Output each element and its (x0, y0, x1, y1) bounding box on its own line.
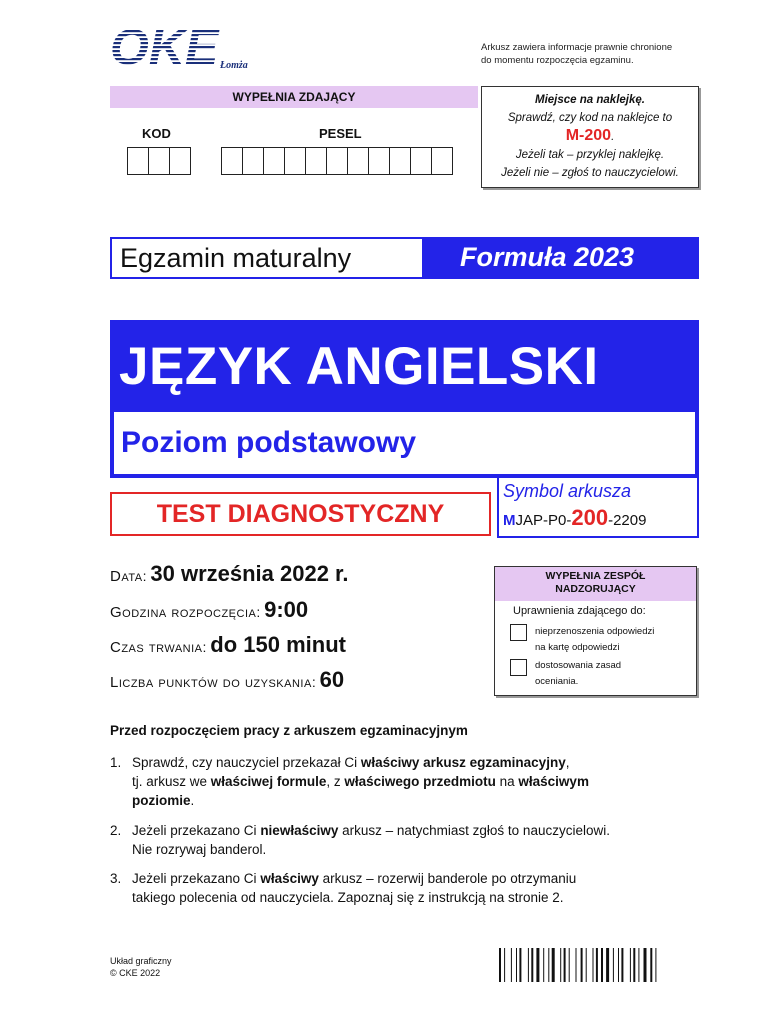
test-diagnostic-label: TEST DIAGNOSTYCZNY (110, 492, 491, 536)
exam-formula: Formuła 2023 (422, 237, 699, 279)
instructions-heading: Przed rozpoczęciem pracy z arkuszem egzaminacyjnym (110, 723, 468, 738)
supervisor-permissions-label: Uprawnienia zdającego do: (513, 605, 646, 617)
checkbox-no-transfer-label: nieprzenoszenia odpowiedzi na kartę odpowiedzi (535, 626, 655, 653)
checkbox-no-transfer[interactable] (510, 624, 527, 641)
sticker-area: Miejsce na naklejkę. Sprawdź, czy kod na naklejce to M-200. Jeżeli tak – przyklej naklejkę. Jeżeli nie – zgłoś to nauczycielowi. (481, 86, 699, 188)
supervisor-header: WYPEŁNIA ZESPÓŁ NADZORUJĄCY (495, 567, 696, 601)
exam-name: Egzamin maturalny (110, 237, 422, 279)
kod-label: KOD (142, 126, 171, 141)
detail-start-time: Godzina rozpoczęcia: 9:00 (110, 597, 309, 622)
subject-title: JĘZYK ANGIELSKI (119, 337, 599, 396)
footer-credits: Układ graficzny © CKE 2022 (110, 956, 172, 978)
checkbox-adjusted-grading-label: dostosowania zasad oceniania. (535, 660, 622, 687)
detail-points: Liczba punktów do uzyskania: 60 (110, 667, 345, 692)
symbol-label: Symbol arkusza (503, 481, 632, 501)
instruction-item-1: 1. Sprawdź, czy nauczyciel przekazał Ci właściwy arkusz egzaminacyjny, tj. arkusz we właściwej formule, z właściwego przedmiotu na właściwym poziomie. (110, 755, 589, 808)
symbol-code: MJAP-P0-200-2209 (503, 505, 647, 530)
kod-input-boxes[interactable] (127, 147, 190, 175)
detail-date: Data: 30 września 2022 r. (110, 561, 349, 586)
instruction-item-2: 2. Jeżeli przekazano Ci niewłaściwy arkusz – natychmiast zgłoś to nauczycielowi. Nie rozrywaj banderol. (110, 823, 610, 857)
svg-text:OKE: OKE (110, 22, 219, 74)
candidate-section-header: WYPEŁNIA ZDAJĄCY (110, 86, 478, 108)
instruction-item-3: 3. Jeżeli przekazano Ci właściwy arkusz – rozerwij banderole po otrzymaniu takiego polecenia od nauczyciela. Zapoznaj się z instrukcją na stronie 2. (110, 871, 577, 905)
confidentiality-notice: Arkusz zawiera informacje prawnie chronione do momentu rozpoczęcia egzaminu. (481, 42, 673, 66)
barcode (499, 948, 699, 982)
svg-text:Łomża: Łomża (220, 60, 248, 71)
level-text: Poziom podstawowy (121, 426, 417, 459)
detail-duration: Czas trwania: do 150 minut (110, 632, 346, 657)
pesel-input-boxes[interactable] (221, 147, 452, 175)
checkbox-adjusted-grading[interactable] (510, 659, 527, 676)
oke-logo (108, 22, 286, 74)
pesel-label: PESEL (319, 126, 362, 141)
sticker-code: M-200 (565, 127, 612, 144)
